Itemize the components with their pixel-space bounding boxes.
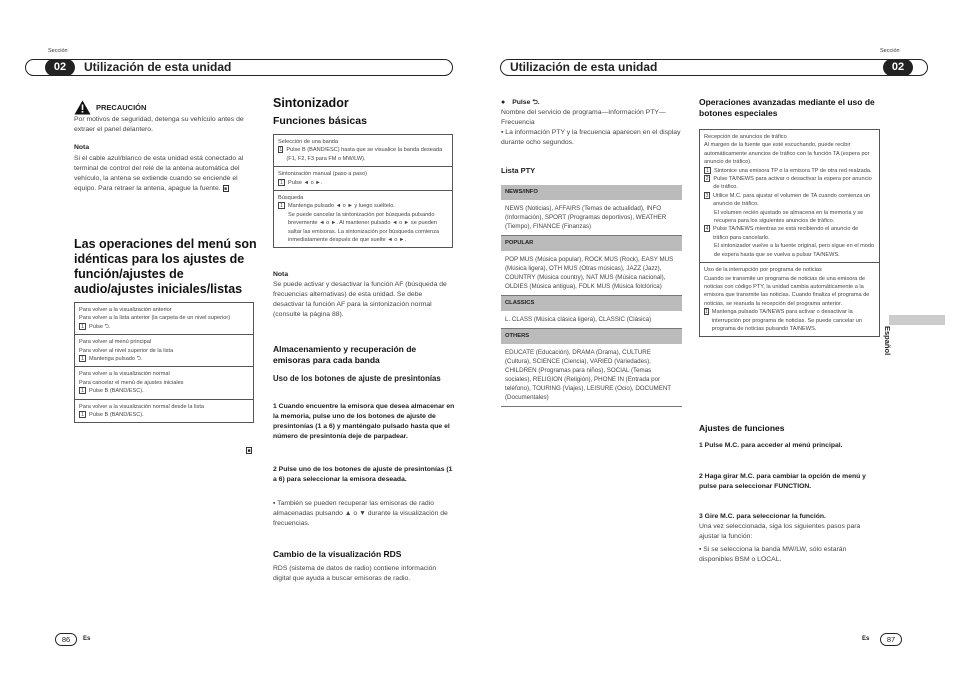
section-number: 02	[45, 59, 75, 76]
lista-pty-heading: Lista PTY	[501, 166, 536, 175]
tuner-box-row: Búsqueda 1 Mantenga pulsado ◄ o ► y luego suéltelo. Se puede cancelar la sintonización por búsqueda pulsando brevemente ◄ o ►. Al mantener pulsado ◄ o ► se pueden saltar las emisoras. La sintonización por búsqueda comienza inmediatamente después de que suelte ◄ o ►.	[278, 195, 440, 244]
bullet-icon: ●	[501, 99, 506, 106]
nota-text: Si el cable azul/blanco de esta unidad está conectado al terminal de control del relé de la antena automática del vehículo, la antena se extiende cuando se enciende el equipo. Para retraer la antena, apague la fuente.	[74, 155, 244, 192]
lang-left: Es	[83, 636, 91, 642]
pulse-line: ● Pulse ⮌.	[501, 99, 540, 106]
tuner-box	[273, 134, 453, 248]
page-number-right: 87	[880, 633, 902, 646]
menu-box	[74, 302, 254, 423]
pty-category-body: EDUCATE (Educación), DRAMA (Drama), CULTURE (Cultura), SCIENCE (Ciencia), VARIED (Variedades), CHILDREN (Programas para niños), SOCIAL (Temas sociales), RELIGION (Religión), PHONE IN (Entrada por teléfono), TOURING (Viajes), LEISURE (Ocio), DOCUMENT (Documentales)	[501, 344, 682, 407]
pty-category-header: CLASSICS	[501, 296, 682, 311]
menu-box-row: Para volver a la visualización normal desde la lista 1 Pulse B (BAND/ESC).	[79, 403, 204, 419]
precaution-block	[74, 100, 257, 194]
tuner-box-row: Selección de una banda 1 Pulse B (BAND/ESC) hasta que se visualice la banda deseada (F1, F2, F3 para FM o MW/LW).	[274, 135, 452, 167]
pty-category-header: POPULAR	[501, 236, 682, 251]
ajustes-step-1: 1 Pulse M.C. para acceder al menú principal.	[699, 442, 843, 449]
funciones-heading: Funciones básicas	[273, 115, 367, 127]
menu-box-row: Para volver a la visualización normal Para cancelar el menú de ajustes iniciales 1 Pulse B (BAND/ESC).	[75, 367, 253, 399]
menu-box-row: Para volver al menú principal Para volver al nivel superior de la lista 1 Mantenga pulsado ⮌.	[75, 335, 253, 367]
nota-title: Nota	[74, 144, 90, 151]
news-box-content: Uso de la interrupción por programa de noticias Cuando se transmite un programa de noticias de una emisora de noticias con código PTY, la unidad cambia automáticamente a la emisora que transmite las noticias. Cuando finaliza el programa de noticias, se reanuda la recepción del programa anterior. 1 Mantenga pulsado TA/NEWS para activar o desactivar la interrupción por programa de noticias. Se puede cancelar un programa de noticias pulsando TA/NEWS.	[704, 267, 870, 332]
warning-icon	[74, 100, 91, 115]
mid-nota-text: Se puede activar y desactivar la función AF (búsqueda de frecuencias alternativas) de esta unidad. Se debe desactivar la función AF para la sintonización normal (consulte la página 88).	[273, 281, 447, 318]
section-label-right: Sección	[880, 48, 900, 54]
step-2: 2 Pulse uno de los botones de ajuste de presintonías (1 a 6) para seleccionar la emisora deseada.	[273, 466, 453, 483]
pty-category-header: NEWS/INFO	[501, 185, 682, 200]
pty-category-body: L. CLASS (Música clásica ligera), CLASSIC (Clásica)	[501, 311, 682, 329]
rds-heading: Cambio de la visualización RDS	[273, 549, 402, 559]
op-heading: Operaciones avanzadas mediante el uso de botones especiales	[699, 97, 875, 118]
ajustes-step-3-text: Una vez seleccionada, siga los siguientes pasos para ajustar la función:	[699, 523, 861, 540]
header-title: Utilización de esta unidad	[84, 60, 232, 74]
pty-category-body: NEWS (Noticias), AFFAIRS (Temas de actualidad), INFO (Información), SPORT (Programas deportivos), WEATHER (Tiempo), FINANCE (Finanzas)	[501, 200, 682, 236]
ta-box	[699, 129, 880, 337]
section-label: Sección	[48, 48, 68, 54]
ajustes-heading: Ajustes de funciones	[699, 423, 785, 433]
header-title-right: Utilización de esta unidad	[510, 60, 658, 74]
step-1: 1 Cuando encuentre la emisora que desea almacenar en la memoria, pulse uno de los botones de ajuste de presintonías (1 a 6) y manténgalo pulsado hasta que el número de presintonía deje de parpadear.	[273, 403, 455, 440]
precaution-text: Por motivos de seguridad, detenga su vehículo antes de extraer el panel delantero.	[74, 116, 244, 133]
menu-box-row: Para volver a la visualización anterior Para volver a la lista anterior (la carpeta de un nivel superior) 1 Pulse ⮌.	[75, 303, 253, 335]
step-2-note: ▪ También se pueden recuperar las emisoras de radio almacenadas pulsando ▲ o ▼ durante la visualización de frecuencias.	[273, 500, 448, 527]
menu-heading: Las operaciones del menú son idénticas para los ajustes de función/ajustes de audio/ajustes iniciales/listas	[74, 237, 257, 296]
pulse-text: Nombre del servicio de programa—Información PTY—Frecuencia	[501, 109, 666, 126]
uso-heading: Uso de los botones de ajuste de presintonías	[273, 374, 441, 383]
language-tab	[889, 315, 945, 325]
precaution-title: PRECAUCIÓN	[96, 102, 147, 112]
language-label: Español	[883, 326, 892, 356]
page-number-left: 86	[55, 633, 77, 646]
sintonizador-heading: Sintonizador	[273, 96, 349, 110]
end-mark-icon: ■	[247, 448, 251, 455]
section-number-right: 02	[883, 59, 913, 76]
almac-heading: Almacenamiento y recuperación de emisoras para cada banda	[273, 344, 417, 365]
ta-box-content: Recepción de anuncios de tráfico Al margen de la fuente que esté escuchando, puede recibir automáticamente anuncios de tráfico con la función TA (espera por anuncio de tráfico). 1 Sintonice una emisora TP o la emisora TP de otra red realzada. 2 Pulse TA/NEWS para activar o desactivar la espera por anuncio de tráfico. 3 Utilice M.C. para ajustar el volumen de TA cuando comienza un anuncio de tráfico. El volumen recién ajustado se almacena en la memoria y se recupera para los siguientes anuncios de tráfico. 4 Pulse TA/NEWS mientras se está recibiendo el anuncio de tráfico para cancelarlo. El sintonizador vuelve a la fuente original, pero sigue en el modo de espera hasta que se vuelva a pulsar TA/NEWS.	[700, 130, 879, 263]
pulse-note: ▪ La información PTY y la frecuencia aparecen en el display durante ocho segundos.	[501, 129, 681, 146]
ajustes-step-3: 3 Gire M.C. para seleccionar la función.	[699, 513, 826, 520]
ajustes-step-3-note: ▪ Si se selecciona la banda MW/LW, sólo estarán disponibles BSM o LOCAL.	[699, 546, 847, 563]
rds-text: RDS (sistema de datos de radio) contiene información digital que ayuda a buscar emisoras de radio.	[273, 565, 437, 582]
lang-right: Es	[862, 636, 870, 642]
pty-category-header: OTHERS	[501, 329, 682, 344]
tuner-box-row: Sintonización manual (paso a paso) 1 Pulse ◄ o ►.	[274, 167, 452, 191]
mid-nota-title: Nota	[273, 271, 289, 278]
ajustes-step-2: 2 Haga girar M.C. para cambiar la opción de menú y pulse para seleccionar FUNCTION.	[699, 473, 866, 490]
end-mark-icon: ■	[224, 185, 228, 192]
pty-category-body: POP MUS (Música popular), ROCK MUS (Rock), EASY MUS (Música ligera), OTH MUS (Otras músicas), JAZZ (Jazz), COUNTRY (Música country), NAT MUS (Música nacional), OLDIES (Música antigua), FOLK MUS (Música folclórica)	[501, 251, 682, 296]
pty-table	[501, 185, 682, 407]
